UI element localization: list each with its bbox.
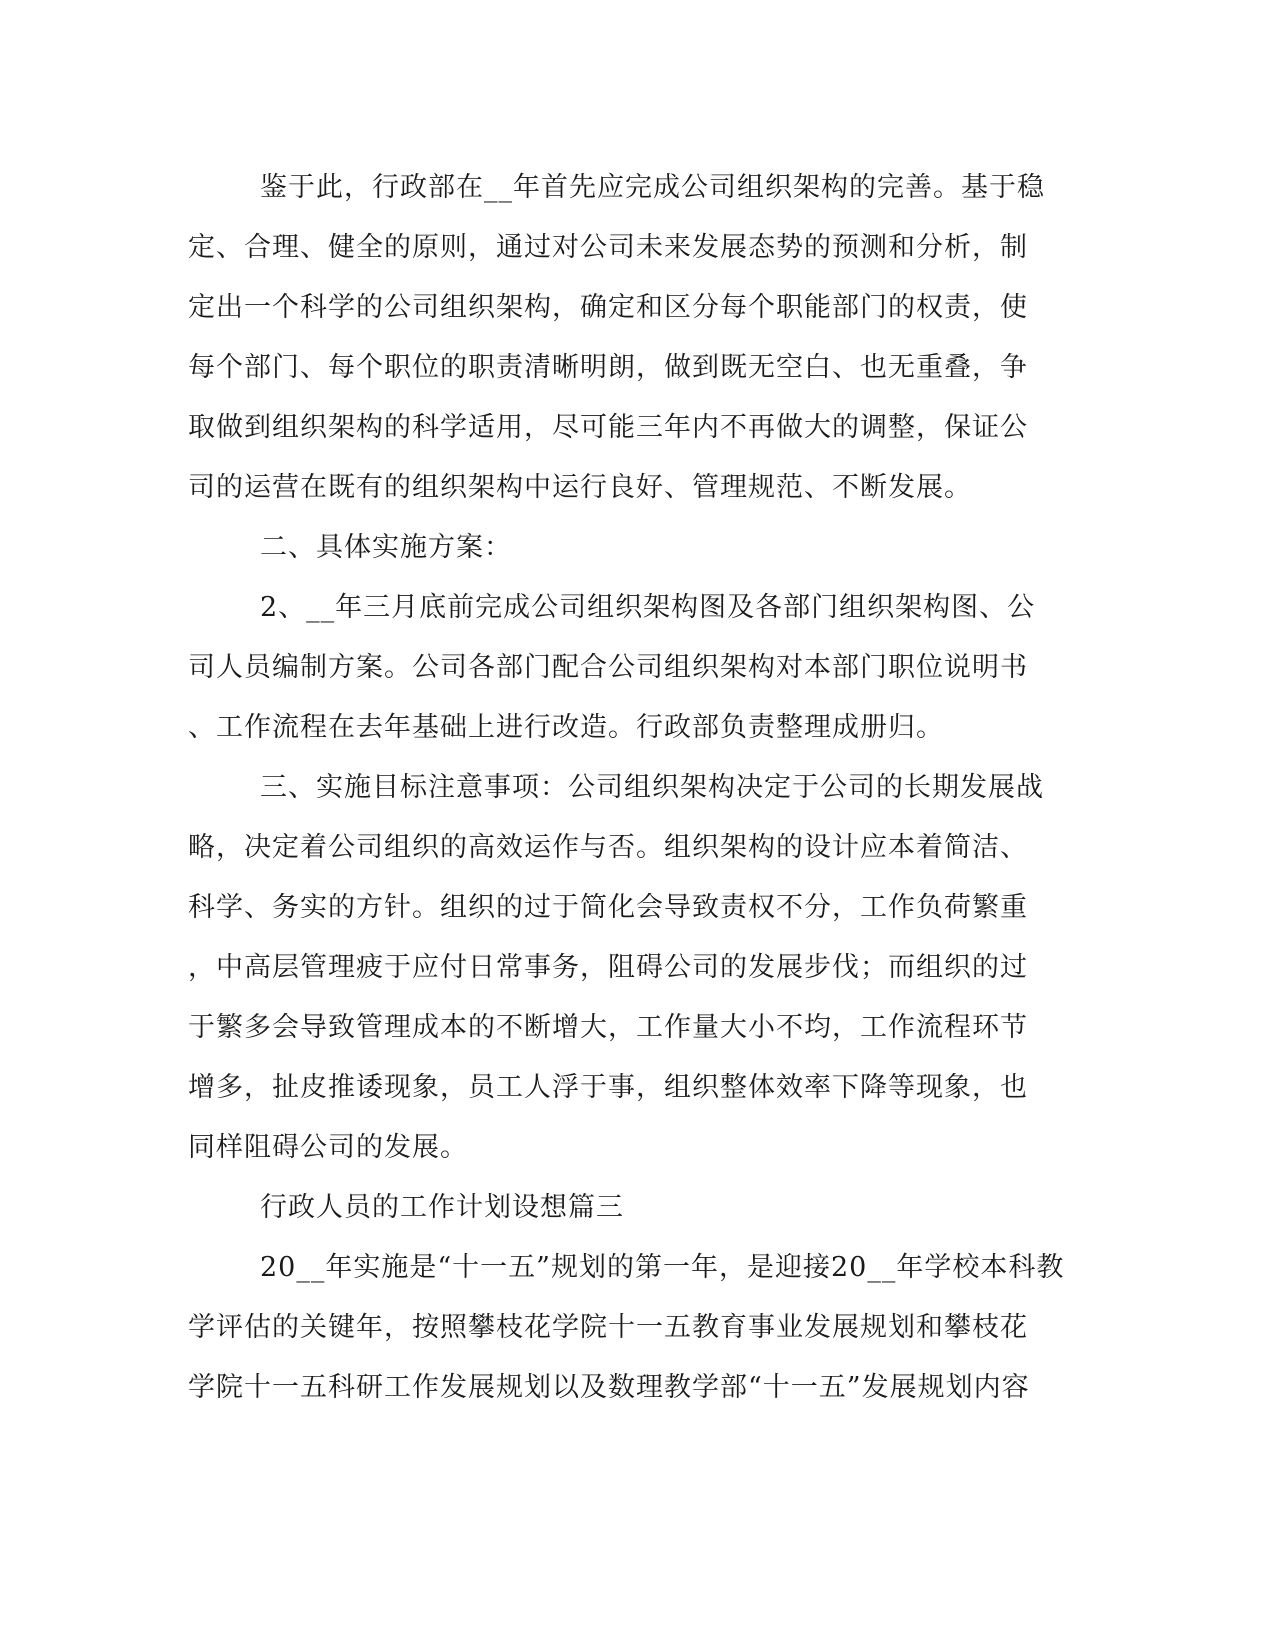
text-line: 于繁多会导致管理成本的不断增大，工作量大小不均，工作流程环节 xyxy=(188,1012,1028,1043)
text-line: 20__年实施是“十一五”规划的第一年，是迎接20__年学校本科教 xyxy=(260,1252,1065,1283)
text-line: 定、合理、健全的原则，通过对公司未来发展态势的预测和分析，制 xyxy=(188,232,1028,263)
text-line: 科学、务实的方针。组织的过于简化会导致责权不分，工作负荷繁重 xyxy=(188,892,1028,923)
text-line: 增多，扯皮推诿现象，员工人浮于事，组织整体效率下降等现象，也 xyxy=(188,1072,1028,1103)
text-line: 取做到组织架构的科学适用，尽可能三年内不再做大的调整，保证公 xyxy=(188,412,1028,443)
text-line: 鉴于此，行政部在__年首先应完成公司组织架构的完善。基于稳 xyxy=(260,172,1045,203)
text-line: 2、__年三月底前完成公司组织架构图及各部门组织架构图、公 xyxy=(260,592,1036,623)
text-line: 三、实施目标注意事项：公司组织架构决定于公司的长期发展战 xyxy=(260,772,1044,803)
text-line: 学评估的关键年，按照攀枝花学院十一五教育事业发展规划和攀枝花 xyxy=(188,1312,1028,1343)
document-body xyxy=(188,158,1068,1418)
section-title: 行政人员的工作计划设想篇三 xyxy=(260,1192,624,1223)
section-heading: 二、具体实施方案： xyxy=(260,532,512,563)
text-line: 司人员编制方案。公司各部门配合公司组织架构对本部门职位说明书 xyxy=(188,652,1028,683)
text-line: ，中高层管理疲于应付日常事务，阻碍公司的发展步伐；而组织的过 xyxy=(188,952,1028,983)
text-line: 略，决定着公司组织的高效运作与否。组织架构的设计应本着简洁、 xyxy=(188,832,1028,863)
text-line: 定出一个科学的公司组织架构，确定和区分每个职能部门的权责，使 xyxy=(188,292,1028,323)
text-line: 、工作流程在去年基础上进行改造。行政部负责整理成册归。 xyxy=(188,712,944,743)
text-line: 同样阻碍公司的发展。 xyxy=(188,1132,468,1163)
text-line: 司的运营在既有的组织架构中运行良好、管理规范、不断发展。 xyxy=(188,472,972,503)
text-line: 学院十一五科研工作发展规划以及数理教学部“十一五”发展规划内容 xyxy=(188,1372,1030,1403)
text-line: 每个部门、每个职位的职责清晰明朗，做到既无空白、也无重叠，争 xyxy=(188,352,1028,383)
